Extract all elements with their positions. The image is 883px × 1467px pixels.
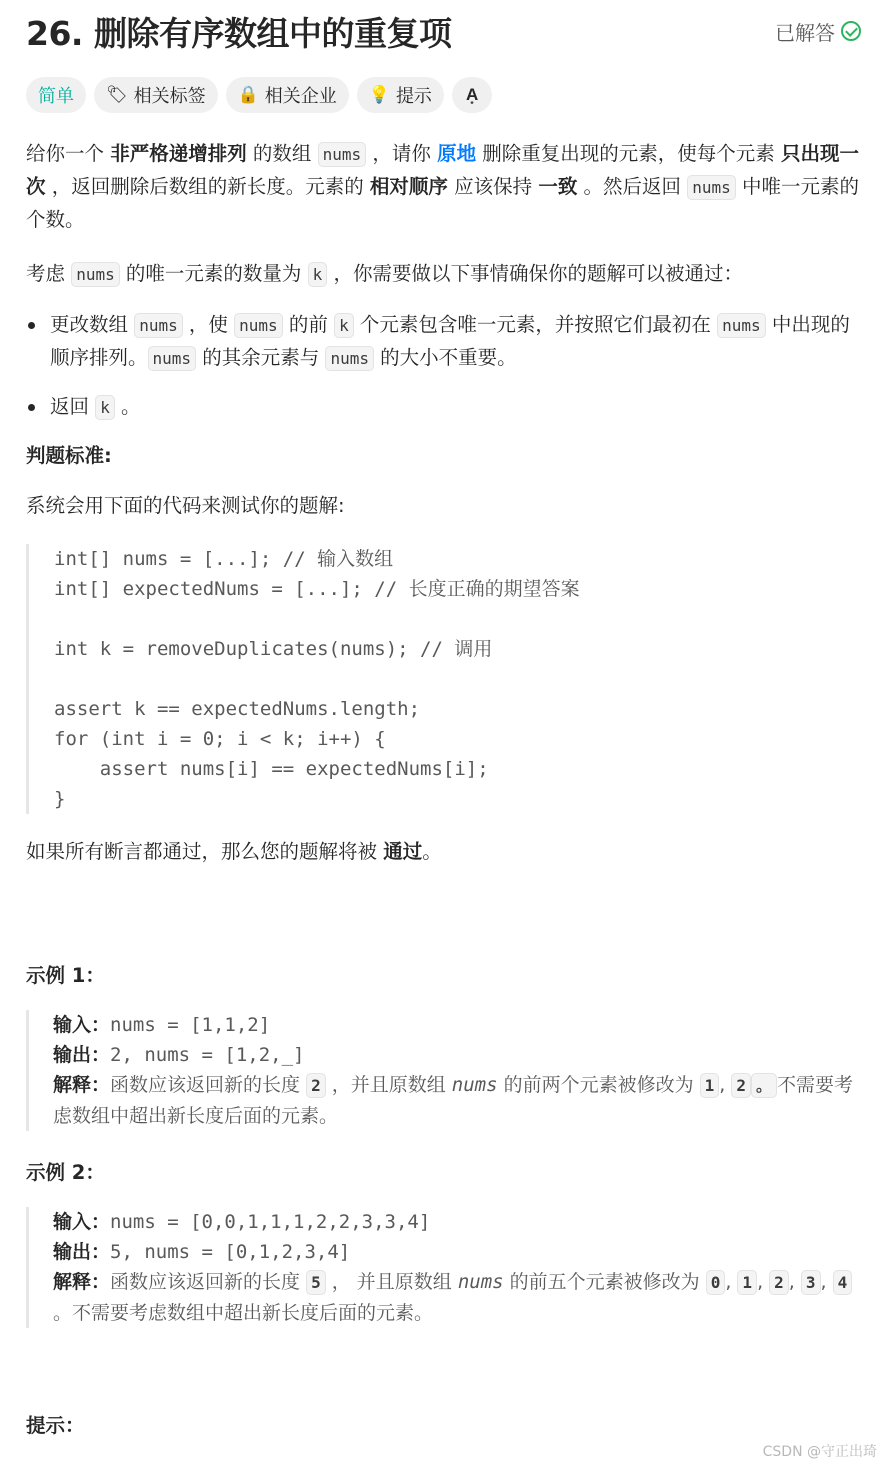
inline-code: nums bbox=[148, 346, 197, 371]
text: 删除重复出现的元素，使每个元素 bbox=[476, 142, 781, 165]
difficulty-badge[interactable] bbox=[26, 77, 86, 113]
text: 的大小不重要。 bbox=[373, 346, 517, 369]
text: 考虑 bbox=[26, 262, 72, 285]
related-companies-button[interactable] bbox=[226, 77, 349, 113]
inline-code: k bbox=[308, 262, 328, 287]
inline-code: k bbox=[334, 313, 354, 338]
related-tags-label: 相关标签 bbox=[133, 86, 206, 107]
text: 的前五个元素被修改为 bbox=[503, 1271, 706, 1293]
problem-title[interactable]: 26. 删除有序数组中的重复项 bbox=[26, 13, 452, 53]
text: 返回 bbox=[50, 395, 96, 418]
text: ，你需要做以下事情确保你的题解可以被通过： bbox=[327, 262, 743, 285]
inline-code: 2 bbox=[306, 1073, 326, 1098]
inline-code: nums bbox=[134, 313, 183, 338]
desc-paragraph-2 bbox=[26, 258, 863, 291]
hints-heading: 提示： bbox=[26, 1414, 85, 1437]
bold-text: 相对顺序 bbox=[369, 175, 448, 198]
text: 。不需要考虑数组中超出新长度后面的元素。 bbox=[53, 1302, 434, 1324]
example-1-block bbox=[26, 1010, 863, 1131]
hint-label: 提示 bbox=[395, 86, 432, 107]
desc-paragraph-1 bbox=[26, 138, 863, 236]
text: ，请你 bbox=[366, 142, 438, 165]
input-label: 输入： bbox=[53, 1014, 111, 1036]
lock-icon: 🔒 bbox=[237, 84, 259, 105]
text: 函数应该返回新的长度 bbox=[110, 1271, 307, 1293]
in-place-link[interactable]: 原地 bbox=[437, 142, 477, 165]
text: 的前 bbox=[282, 313, 335, 336]
explain-label: 解释： bbox=[53, 1074, 111, 1096]
italic-var: nums bbox=[451, 1074, 498, 1096]
inline-code: 4 bbox=[833, 1270, 853, 1295]
example-2-input bbox=[53, 1207, 863, 1237]
bold-text: 只出现一次 bbox=[26, 142, 859, 198]
example-2-explanation bbox=[53, 1267, 863, 1328]
check-circle-icon bbox=[841, 21, 861, 41]
requirements-list bbox=[26, 309, 863, 424]
example-1-heading: 示例 1： bbox=[26, 964, 105, 987]
text: , bbox=[757, 1271, 770, 1293]
text: 的数组 bbox=[246, 142, 318, 165]
example-1-explanation bbox=[53, 1070, 863, 1131]
related-tags-button[interactable] bbox=[94, 77, 218, 113]
watermark: CSDN @守正出琦 bbox=[762, 1444, 877, 1460]
inline-code: nums bbox=[325, 346, 374, 371]
solved-status bbox=[775, 17, 861, 46]
output-label: 输出： bbox=[53, 1044, 111, 1066]
inline-code: nums bbox=[717, 313, 766, 338]
input-label: 输入： bbox=[53, 1211, 111, 1233]
hint-button[interactable] bbox=[357, 77, 444, 113]
text: 中出现的顺序排列。 bbox=[50, 313, 850, 369]
inline-code: nums bbox=[71, 262, 120, 287]
problem-description bbox=[26, 138, 863, 1438]
text: ，使 bbox=[182, 313, 235, 336]
text: 中唯一元素的个数。 bbox=[26, 175, 859, 231]
inline-code: nums bbox=[318, 142, 367, 167]
tag-bar bbox=[26, 77, 492, 113]
inline-code: nums bbox=[687, 175, 736, 200]
text: ，返回删除后数组的新长度。元素的 bbox=[45, 175, 370, 198]
text: 个元素包含唯一元素，并按照它们最初在 bbox=[353, 313, 718, 336]
inline-code: 5 bbox=[306, 1270, 326, 1295]
inline-code: 1 bbox=[700, 1073, 720, 1098]
inline-code: 2 bbox=[731, 1073, 751, 1098]
explain-label: 解释： bbox=[53, 1271, 111, 1293]
judge-code-block: int[] nums = [...]; // 输入数组 int[] expectedNums = [...]; // 长度正确的期望答案 int k = removeDuplicates(nums); // 调用 assert k == expectedNums.length; for (int i = 0; i < k; i++) { assert nums[i] == expectedNums[i]; } bbox=[26, 544, 863, 814]
text: 。然后返回 bbox=[577, 175, 688, 198]
solved-label: 已解答 bbox=[775, 20, 835, 45]
input-value: nums = [0,0,1,1,1,2,2,3,3,4] bbox=[110, 1211, 431, 1233]
list-item bbox=[26, 391, 863, 424]
judge-text: 系统会用下面的代码来测试你的题解: bbox=[26, 494, 345, 517]
input-value: nums = [1,1,2] bbox=[110, 1014, 271, 1036]
inline-code: 3 bbox=[801, 1270, 821, 1295]
inline-code: 2 bbox=[769, 1270, 789, 1295]
text: , bbox=[719, 1074, 732, 1096]
inline-code: 。 bbox=[751, 1073, 777, 1098]
translate-icon: A͙ bbox=[465, 85, 479, 105]
pass-paragraph bbox=[26, 836, 863, 868]
output-value: 2, nums = [1,2,_] bbox=[110, 1044, 305, 1066]
inline-code: k bbox=[95, 395, 115, 420]
tag-icon: 🏷 bbox=[106, 84, 128, 105]
text: 的其余元素与 bbox=[196, 346, 326, 369]
text: , bbox=[788, 1271, 801, 1293]
text: ， 并且原数组 bbox=[325, 1271, 458, 1293]
text: 。 bbox=[422, 840, 442, 863]
lightbulb-icon: 💡 bbox=[368, 84, 390, 105]
bold-text: 一致 bbox=[538, 175, 578, 198]
bold-text: 通过 bbox=[383, 840, 423, 863]
output-value: 5, nums = [0,1,2,3,4] bbox=[110, 1241, 351, 1263]
title-row bbox=[26, 8, 861, 54]
italic-var: nums bbox=[457, 1271, 504, 1293]
inline-code: 1 bbox=[737, 1270, 757, 1295]
text: 应该保持 bbox=[447, 175, 539, 198]
inline-code: nums bbox=[234, 313, 283, 338]
text: , bbox=[725, 1271, 738, 1293]
text: 如果所有断言都通过，那么您的题解将被 bbox=[26, 840, 384, 863]
text: 的唯一元素的数量为 bbox=[119, 262, 308, 285]
output-label: 输出： bbox=[53, 1241, 111, 1263]
bold-text: 非严格递增排列 bbox=[110, 142, 247, 165]
text: , bbox=[820, 1271, 833, 1293]
list-item bbox=[26, 309, 863, 375]
example-2-block bbox=[26, 1207, 863, 1328]
text: 。 bbox=[114, 395, 141, 418]
example-2-output bbox=[53, 1237, 863, 1267]
text: 的前两个元素被修改为 bbox=[497, 1074, 700, 1096]
text: 函数应该返回新的长度 bbox=[110, 1074, 307, 1096]
text: 不需要考虑数组中超出新长度后面的元素。 bbox=[53, 1074, 854, 1127]
judge-heading: 判题标准: bbox=[26, 444, 112, 467]
text: ，并且原数组 bbox=[325, 1074, 452, 1096]
difficulty-label: 简单 bbox=[38, 86, 74, 107]
text: 给你一个 bbox=[26, 142, 111, 165]
example-1-output bbox=[53, 1040, 863, 1070]
translate-button[interactable] bbox=[452, 77, 492, 113]
example-2-heading: 示例 2： bbox=[26, 1161, 105, 1184]
text: 更改数组 bbox=[50, 313, 135, 336]
example-1-input bbox=[53, 1010, 863, 1040]
related-companies-label: 相关企业 bbox=[264, 86, 337, 107]
inline-code: 0 bbox=[706, 1270, 726, 1295]
